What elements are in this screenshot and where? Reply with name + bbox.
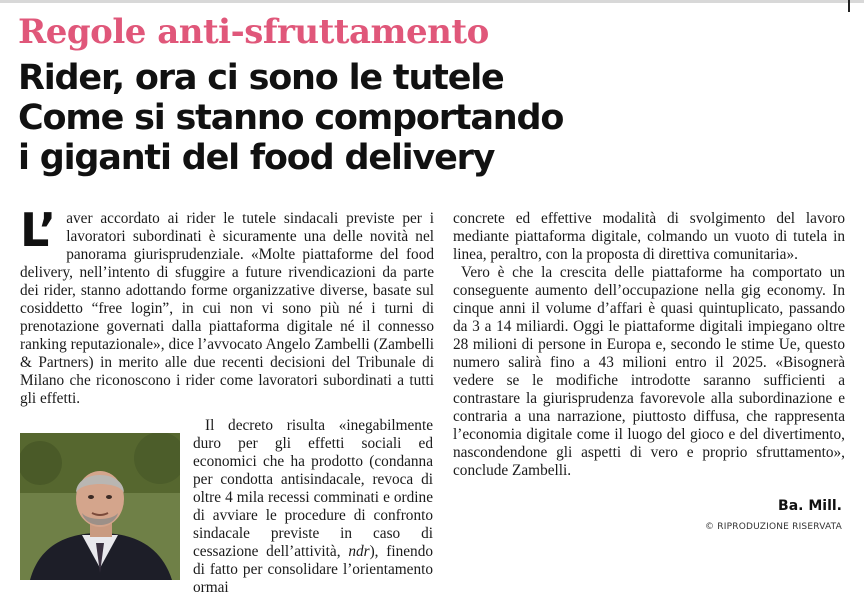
article-paragraph-growth: Vero è che la crescita delle piattaforme ha comportato un conseguente aumento dell’occupazione nella gig economy. In cinque anni il volume d’affari è quasi quintuplicato, passando da 3 a 14 miliardi. Oggi le piattaforme digitali impiegano oltre 28 milioni di persone in Europa e, secondo le stime Ue, questo numero salirà fino a 43 milioni entro il 2025. «Bisognerà vedere se le modifiche introdotte saranno sufficienti a contrastare la giurisprudenza favorevole alla subordinazione e contraria a una narrazione, piuttosto diffusa, che rappresenta l’economia digitale come il luogo del gioco e del divertimento, nascondendone gli aspetti di vero e proprio sfruttamento», conclude Zambelli. <box>453 264 845 479</box>
kicker: Regole anti-sfruttamento <box>18 12 489 52</box>
headline-line-1: Rider, ora ci sono le tutele <box>18 58 504 98</box>
article-paragraph-intro <box>20 203 434 408</box>
article-column-1 <box>20 203 434 408</box>
intro-text: aver accordato ai rider le tutele sindacali previste per i lavoratori subordinati è sicuramente una delle novità nel panorama giurisprudenziale. «Molte piattaforme del food delivery, nell’intento di sfuggire a future rivendicazioni da parte dei rider, stanno adottando forme organizzative diverse, basate sul cosiddetto “free login”, in cui non vi sono più né i turni di prenotazione governati dalla piattaforma digitale né il connesso ranking reputazionale», dice l’avvocato Angelo Zambelli (Zambelli & Partners) in merito alle due recenti decisioni del Tribunale di Milano che riconoscono i rider come lavoratori subordinati a tutti gli effetti. <box>20 210 434 407</box>
article-paragraph-continued: concrete ed effettive modalità di svolgimento del lavoro mediante piattaforma digitale, colmando un vuoto di tutela in linea, peraltro, con la proposta di direttiva comunitaria». <box>453 210 845 263</box>
author-signature: Ba. Mill. <box>778 498 842 514</box>
decree-text-b: ), finendo di fatto per consolidare l’orientamento ormai <box>193 543 433 596</box>
article-column-2 <box>453 210 845 480</box>
portrait-image <box>20 433 180 580</box>
portrait-photo <box>20 433 180 580</box>
article-column-1b <box>193 417 433 597</box>
headline-line-2: Come si stanno comportando <box>18 98 564 138</box>
ndr-abbrev: ndr <box>348 543 370 560</box>
top-rule <box>0 0 864 3</box>
headline-line-3: i giganti del food delivery <box>18 138 495 178</box>
drop-cap: L’ <box>20 203 57 257</box>
copyright-notice: © RIPRODUZIONE RISERVATA <box>705 522 842 532</box>
top-rule-tick <box>848 0 850 12</box>
decree-text-a: Il decreto risulta «inegabilmente duro per gli effetti sociali ed economici che ha prodotto (condanna per condotta antisindacale, revoca di oltre 4 mila recessi comminati e ordine di avviare le procedure di confronto sindacale previste in caso di cessazione dell’attività, <box>193 417 433 560</box>
article-paragraph-decree <box>193 417 433 597</box>
headline <box>18 58 618 178</box>
